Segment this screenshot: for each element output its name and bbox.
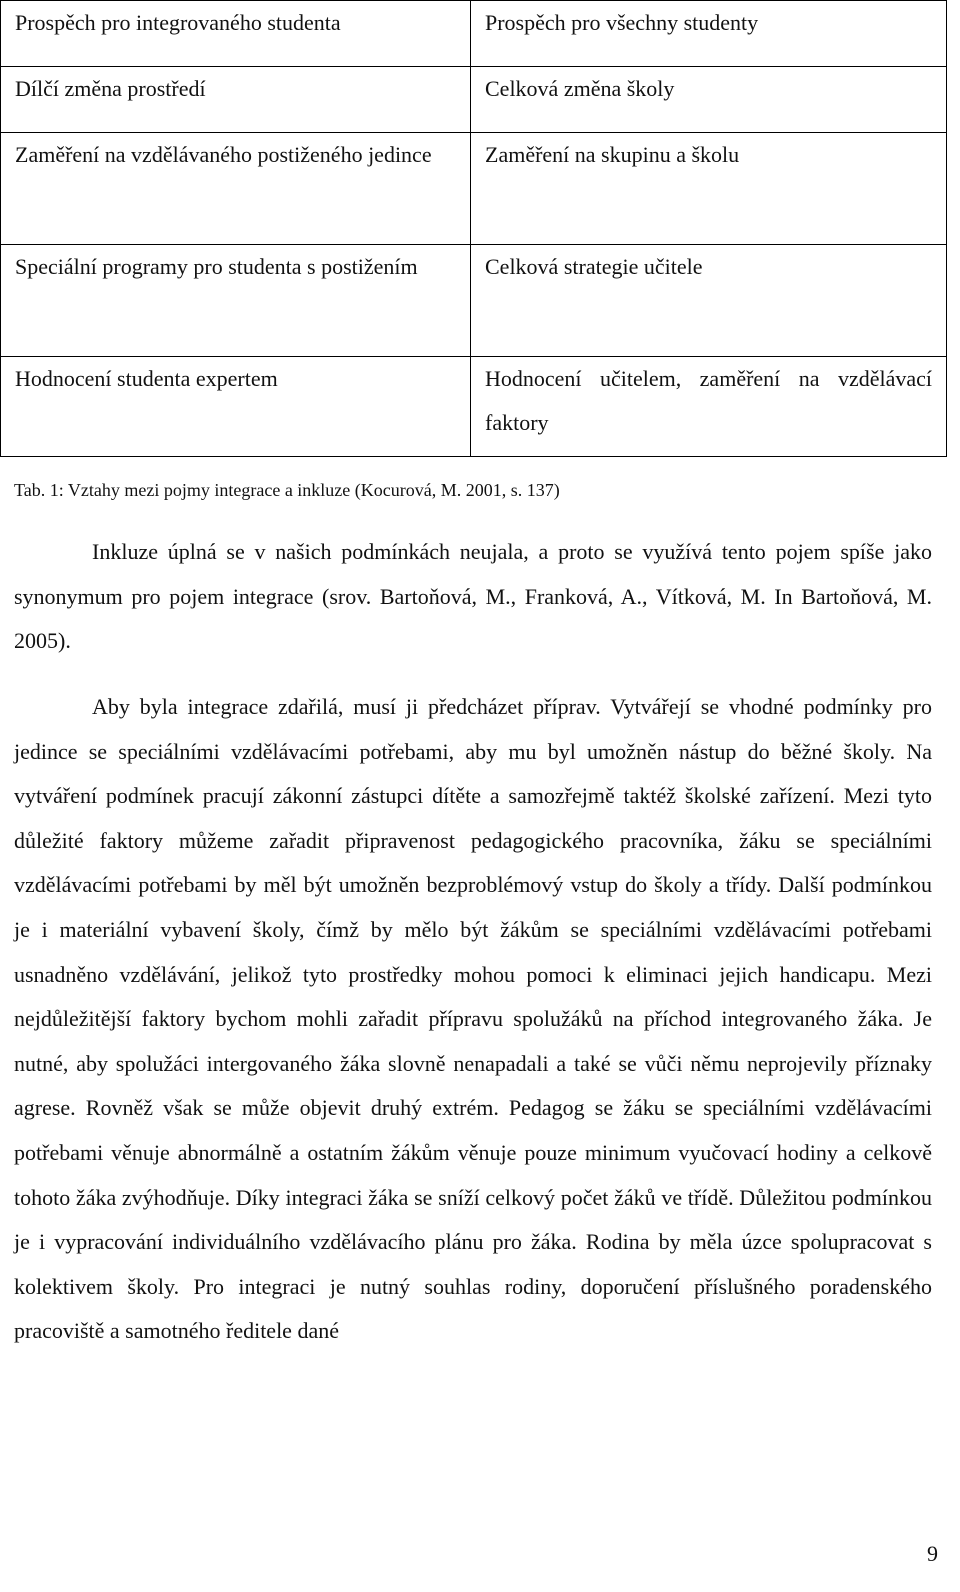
table-caption: Tab. 1: Vztahy mezi pojmy integrace a inkluze (Kocurová, M. 2001, s. 137) <box>14 480 560 500</box>
table-cell-inclusion: Celková změna školy <box>471 67 947 133</box>
table-cell-integration: Speciální programy pro studenta s postižením <box>1 245 471 357</box>
table-cell-inclusion: Prospěch pro všechny studenty <box>471 1 947 67</box>
page-number: 9 <box>927 1541 938 1566</box>
table-cell-inclusion: Hodnocení učitelem, zaměření na vzdělávací faktory <box>471 357 947 457</box>
table-cell-inclusion: Celková strategie učitele <box>471 245 947 357</box>
table-row <box>1 1 947 67</box>
comparison-table <box>0 0 947 457</box>
table-row <box>1 245 947 357</box>
table-cell-integration: Zaměření na vzdělávaného postiženého jedince <box>1 133 471 245</box>
table-row <box>1 357 947 457</box>
table-cell-inclusion: Zaměření na skupinu a školu <box>471 133 947 245</box>
table-row <box>1 133 947 245</box>
table-cell-integration: Dílčí změna prostředí <box>1 67 471 133</box>
body-paragraph: Aby byla integrace zdařilá, musí ji předcházet příprav. Vytvářejí se vhodné podmínky pro jedince se speciálními vzdělávacími potřebami, aby mu byl umožněn nástup do běžné školy. Na vytváření podmínek pracují zákonní zástupci dítěte a samozřejmě taktéž školské zařízení. Mezi tyto důležité faktory můžeme zařadit připravenost pedagogického pracovníka, žáku se speciálními vzdělávacími potřebami by měl být umožněn bezproblémový vstup do školy a třídy. Další podmínkou je i materiální vybavení školy, čímž by mělo být žákům se speciálními vzdělávacími potřebami usnadněno vzdělávání, jelikož tyto prostředky mohou pomoci k eliminaci jejich handicapu. Mezi nejdůležitější faktory bychom mohli zařadit přípravu spolužáků na příchod integrovaného žáka. Je nutné, aby spolužáci intergovaného žáka slovně nenapadali a také se vůči němu neprojevily příznaky agrese. Rovněž však se může objevit druhý extrém. Pedagog se žáku se speciálními vzdělávacími potřebami věnuje abnormálně a ostatním žákům věnuje pouze minimum vyučovací hodiny a celkově tohoto žáka zvýhodňuje. Díky integraci žáka se sníží celkový počet žáků ve třídě. Důležitou podmínkou je i vypracování individuálního vzdělávacího plánu pro žáka. Rodina by měla úzce spolupracovat s kolektivem školy. Pro integraci je nutný souhlas rodiny, doporučení příslušného poradenského pracoviště a samotného ředitele dané <box>14 694 932 1344</box>
table-row <box>1 67 947 133</box>
body-paragraph: Inkluze úplná se v našich podmínkách neujala, a proto se využívá tento pojem spíše jako synonymum pro pojem integrace (srov. Bartoňová, M., Franková, A., Vítková, M. In Bartoňová, M. 2005). <box>14 539 932 654</box>
table-cell-integration: Hodnocení studenta expertem <box>1 357 471 457</box>
table-cell-integration: Prospěch pro integrovaného studenta <box>1 1 471 67</box>
